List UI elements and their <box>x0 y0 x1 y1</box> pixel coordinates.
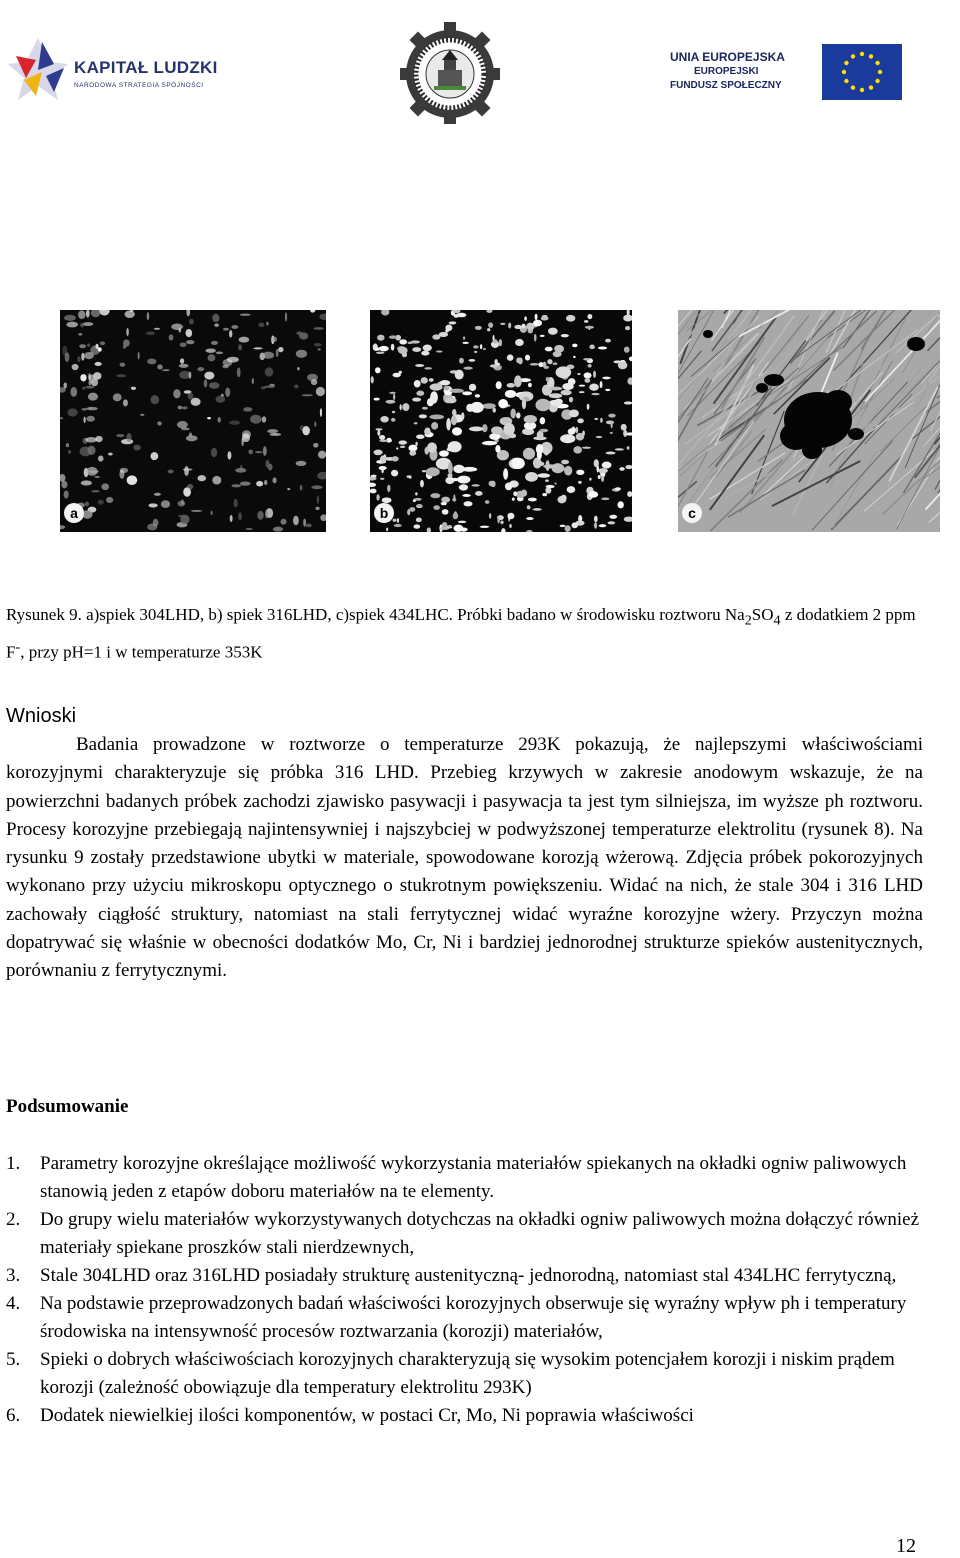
conclusions-paragraph <box>6 731 923 986</box>
list-item-number: 6. <box>6 1405 21 1426</box>
list-item-number: 1. <box>6 1153 21 1174</box>
micrograph-b-label: b <box>379 505 389 521</box>
summary-heading: Podsumowanie <box>6 1096 129 1117</box>
micrograph-c <box>678 310 940 532</box>
list-item-text: Do grupy wielu materiałów wykorzystywanych dotychczas na okładki ogniw paliwowych można dołączyć również materiały spiekane proszków stali nierdzewnych, <box>40 1209 920 1258</box>
micrograph-a <box>60 310 326 532</box>
micrograph-c-label: c <box>688 505 696 521</box>
list-item <box>6 1262 921 1290</box>
university-emblem-icon <box>398 20 502 124</box>
caption-text: Rysunek 9. a)spiek 304LHD, b) spiek 316LHD, c)spiek 434LHC. Próbki badano w środowisku roztworu Na <box>6 605 745 624</box>
list-item-text: Stale 304LHD oraz 316LHD posiadały strukturę austenityczną- jednorodną, natomiast stal 434LHC ferrytyczną, <box>40 1265 897 1286</box>
kapital-ludzki-title: KAPITAŁ LUDZKI <box>74 58 218 77</box>
conclusions-heading: Wnioski <box>6 705 77 727</box>
list-item-text: Dodatek niewielkiej ilości komponentów, w postaci Cr, Mo, Ni poprawia właściwości <box>40 1405 694 1426</box>
list-item <box>6 1290 921 1346</box>
kapital-ludzki-star-icon <box>8 36 68 100</box>
caption-text-2: z dodatkiem 2 ppm F <box>6 605 916 663</box>
eu-title: UNIA EUROPEJSKA <box>670 50 785 64</box>
list-item <box>6 1402 921 1430</box>
list-item-text: Parametry korozyjne określające możliwość wykorzystania materiałów spiekanych na okładki ogniw paliwowych stanowią jeden z etapów doboru materiałów na te elementy. <box>40 1153 907 1202</box>
conclusions-text: Badania prowadzone w roztworze o temperaturze 293K pokazują, że najlepszymi właściwościami korozyjnymi charakteryzuje się próbka 316 LHD. Przebieg krzywych w zakresie anodowym wskazuje, że na powierzchni badanych próbek zachodzi zjawisko pasywacji i pasywacja ta jest tym silniejsza, im wyższe ph roztworu. Procesy korozyjne przebiegają najintensywniej i najszybciej w podwyższonej temperaturze elektrolitu (rysunek 8). Na rysunku 9 zostały przedstawione ubytki w materiale, spowodowane korozją wżerową. Zdjęcia próbek pokorozyjnych wykonano przy użyciu mikroskopu optycznego o stukrotnym powiększeniu. Widać na nich, że stale 304 i 316 LHD zachowały ciągłość struktury, natomiast na stali ferrytycznej widać wyraźne korozyjne wżery. Przyczyn można dopatrywać się właśnie w obecności dodatków Mo, Cr, Ni i bardziej jednorodnej strukturze spieków austenitycznych, porównaniu z ferrytycznymi. <box>6 734 923 982</box>
list-item <box>6 1206 921 1262</box>
summary-list <box>6 1150 921 1430</box>
micrograph-b <box>370 310 632 532</box>
eu-fund-line1: EUROPEJSKI <box>694 66 759 77</box>
micrograph-a-image <box>60 310 326 532</box>
list-item-text: Spieki o dobrych właściwościach korozyjnych charakteryzują się wysokim potencjałem korozji i niskim prądem korozji (zależność obowiązuje dla temperatury elektrolitu 293K) <box>40 1349 895 1398</box>
caption-so: SO <box>751 605 774 624</box>
list-item-number: 5. <box>6 1349 21 1370</box>
caption-subscript-4: 4 <box>773 612 781 629</box>
page-number: 12 <box>896 1535 916 1557</box>
eu-flag-icon <box>822 44 902 100</box>
list-item-number: 4. <box>6 1293 21 1314</box>
micrograph-b-image <box>370 310 632 532</box>
caption-text-3: , przy pH=1 i w temperaturze 353K <box>20 643 263 663</box>
list-item <box>6 1150 921 1206</box>
micrograph-a-label: a <box>70 505 78 521</box>
list-item-text: Na podstawie przeprowadzonych badań właściwości korozyjnych obserwuje się wyraźny wpływ ph i temperatury środowiska na intensywność procesów roztwarzania (korozji) materiałów, <box>40 1293 907 1342</box>
eu-logo <box>664 40 914 110</box>
micrograph-c-image <box>678 310 940 532</box>
list-item-number: 3. <box>6 1265 21 1286</box>
kapital-ludzki-logo <box>8 30 258 110</box>
figure-caption <box>6 601 926 666</box>
list-item <box>6 1346 921 1402</box>
eu-fund-line2: FUNDUSZ SPOŁECZNY <box>670 80 782 91</box>
list-item-number: 2. <box>6 1209 21 1230</box>
kapital-ludzki-subtitle: NARODOWA STRATEGIA SPÓJNOŚCI <box>74 82 204 89</box>
caption-superscript: - <box>15 639 21 656</box>
caption-subscript-2: 2 <box>744 612 752 629</box>
